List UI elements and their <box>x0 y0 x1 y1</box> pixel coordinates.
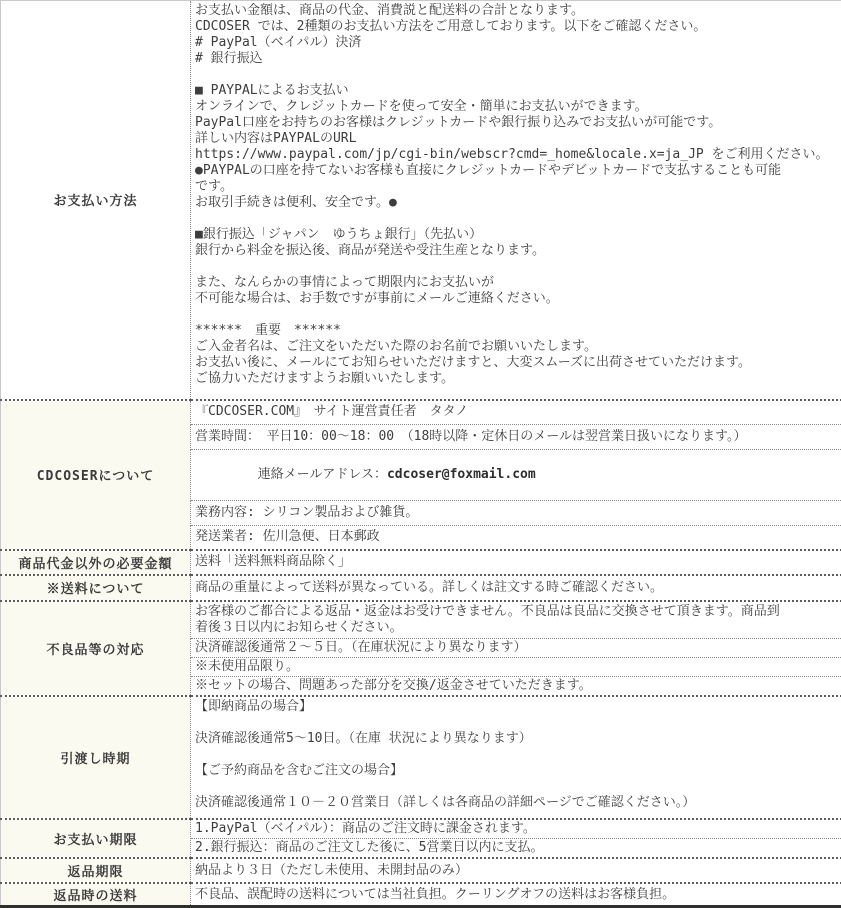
row-header-about-cdcoser: CDCOSERについて <box>1 400 191 550</box>
deadline-paypal-text: 1.PayPal（ベイパル）：商品のご注文時に課金されます。 <box>195 821 837 837</box>
shipper-text: 発送業者: 佐川急便、日本郵政 <box>195 529 837 545</box>
payment-line: ■ PAYPALによるお支払い <box>195 83 837 99</box>
defective-exchange-days-row <box>191 639 841 658</box>
payment-line <box>195 259 837 275</box>
payment-line: 詳しい内容はPAYPALのURL <box>195 131 837 147</box>
about-business-hours-row <box>191 425 841 450</box>
defective-exchange-days-text: 決済確認後通常２～５日。（在庫状況により異なります） <box>195 640 837 656</box>
row-header-payment-method: お支払い方法 <box>1 1 191 400</box>
payment-line: # PayPal（ベイパル）決済 <box>195 35 837 51</box>
deadline-bank-text: 2.銀行振込：商品のご注文した後に、5営業日以内に支払。 <box>195 840 837 856</box>
defective-policy-line: お客様のご都合による返品・返金はお受けできません。不良品は良品に交換させて頂きます。商品到 <box>195 604 837 620</box>
defective-set-policy-text: ※セットの場合、問題あった部分を交換/返金させていただきます。 <box>195 678 837 694</box>
delivery-line <box>195 715 837 731</box>
return-period-content <box>191 858 841 883</box>
payment-line: PayPal口座をお持ちのお客様はクレジットカードや銀行振り込みでお支払いが可能です。 <box>195 115 837 131</box>
delivery-line <box>195 779 837 795</box>
payment-line: # 銀行振込 <box>195 51 837 67</box>
row-header-return-shipping: 返品時の送料 <box>1 883 191 907</box>
shipping-note-content <box>191 575 841 601</box>
delivery-timing-content <box>191 696 841 819</box>
payment-line: ご協力いただけますようお願いいたします。 <box>195 371 837 387</box>
deadline-bank-row <box>191 839 841 859</box>
defective-policy-line: 着後３日以内にお知らせください。 <box>195 620 837 636</box>
delivery-line: 【ご予約商品を含むご注文の場合】 <box>195 763 837 779</box>
row-header-shipping-note: ※送料について <box>1 575 191 601</box>
payment-line: 不可能な場合は、お手数ですが事前にメールご連絡ください。 <box>195 291 837 307</box>
delivery-line: 決済確認後通常１０－２０営業日（詳しくは各商品の詳細ページでご確認ください。） <box>195 795 837 811</box>
return-period-text: 納品より３日（ただし未使用、未開封品のみ） <box>195 863 837 879</box>
payment-line: CDCOSER では、2種類のお支払い方法をご用意しております。以下をご確認ください。 <box>195 19 837 35</box>
payment-line <box>195 67 837 83</box>
defective-unused-only-text: ※未使用品限り。 <box>195 659 837 675</box>
payment-line: また、なんらかの事情によって期限内にお支払いが <box>195 275 837 291</box>
contact-email-address: cdcoser@foxmail.com <box>387 467 536 482</box>
delivery-line: 【即納商品の場合】 <box>195 699 837 715</box>
about-site-operator-row <box>191 400 841 425</box>
payment-line: ■銀行振込「ジャパン ゆうちょ銀行」（先払い） <box>195 227 837 243</box>
contact-email-label: 連絡メールアドレス： <box>258 467 387 482</box>
deadline-paypal-row <box>191 819 841 839</box>
row-header-return-period: 返品期限 <box>1 858 191 883</box>
business-content-text: 業務内容: シリコン製品および雑貨。 <box>195 505 837 521</box>
payment-line: 銀行から料金を振込後、商品が発送や受注生産となります。 <box>195 243 837 259</box>
return-shipping-content <box>191 883 841 907</box>
row-header-defective-handling: 不良品等の対応 <box>1 601 191 697</box>
payment-line: です。 <box>195 179 837 195</box>
row-header-delivery-timing: 引渡し時期 <box>1 696 191 819</box>
delivery-line: 決済確認後通常5～10日。（在庫 状況により異なります） <box>195 731 837 747</box>
payment-line <box>195 307 837 323</box>
payment-line <box>195 211 837 227</box>
defective-policy-row <box>191 601 841 639</box>
about-business-content-row <box>191 501 841 526</box>
payment-line: お支払い金額は、商品の代金、消費説と配送料の合計となります。 <box>195 3 837 19</box>
shipping-note-text: 商品の重量によって送料が異なっている。詳しくは註文する時ご確認ください。 <box>195 580 837 596</box>
about-contact-email-row <box>191 450 841 501</box>
payment-line: お支払い後に、メールにてお知らせいただけますと、大変スムーズに出荷させていただけます。 <box>195 355 837 371</box>
extra-fee-content <box>191 550 841 575</box>
row-header-payment-deadline: お支払い期限 <box>1 819 191 858</box>
extra-fee-text: 送料「送料無料商品除く」 <box>195 554 837 570</box>
paypal-url-text: https://www.paypal.com/jp/cgi-bin/webscr?cmd=_home&locale.x=ja_JP をご利用ください。 <box>195 147 837 163</box>
payment-line: お取引手続きは便利、安全です。● <box>195 195 837 211</box>
row-header-extra-fee: 商品代金以外の必要金額 <box>1 550 191 575</box>
site-operator-text: 『CDCOSER.COM』 サイト運営責任者 タタノ <box>195 404 837 420</box>
payment-method-content <box>191 1 841 400</box>
payment-line: ●PAYPALの口座を持てないお客様も直接にクレジットカードやデビットカードで支払することも可能 <box>195 163 837 179</box>
delivery-line <box>195 747 837 763</box>
payment-line: ご入金者名は、ご注文をいただいた際のお名前でお願いいたします。 <box>195 339 837 355</box>
payment-line: オンラインで、クレジットカードを使って安全・簡単にお支払いができます。 <box>195 99 837 115</box>
business-hours-text: 営業時間： 平日10：00～18：00 （18時以降・定休日のメールは翌営業日扱いになります。） <box>195 429 837 445</box>
payment-important-line: ****** 重要 ****** <box>195 323 837 339</box>
defective-set-policy-row <box>191 677 841 697</box>
about-shipper-row <box>191 526 841 550</box>
return-shipping-text: 不良品、誤配時の送料については当社負担。クーリングオフの送料はお客様負担。 <box>195 887 837 903</box>
defective-unused-only-row <box>191 658 841 677</box>
